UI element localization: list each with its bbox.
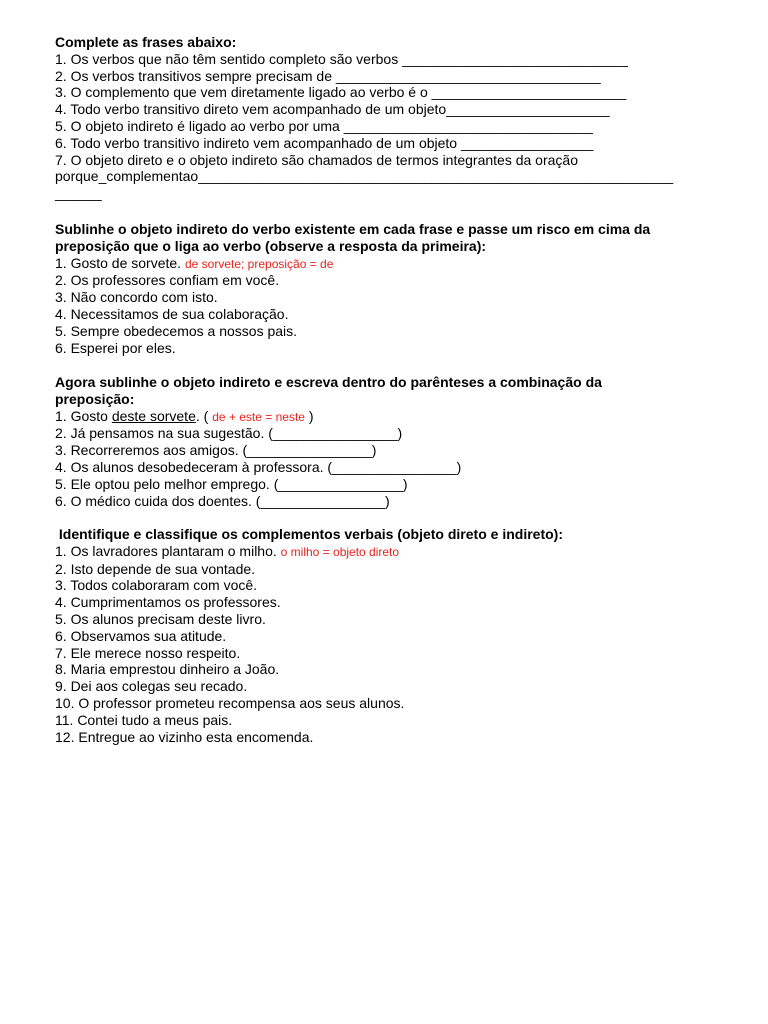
section-preposition-combination	[55, 374, 735, 509]
list-item	[55, 255, 735, 273]
list-item: 3. Todos colaboraram com você.	[55, 577, 258, 594]
list-item: 4. Os alunos desobedeceram à professora. (________________)	[55, 458, 462, 475]
example-answer: de + este = neste	[212, 409, 305, 424]
list-item	[55, 543, 735, 561]
list-item: 4. Cumprimentamos os professores.	[55, 594, 281, 611]
list-item: 2. Já pensamos na sua sugestão. (________________)	[55, 425, 403, 442]
section-title: Sublinhe o objeto indireto do verbo existente em cada frase e passe um risco em cima da preposição que o liga ao verbo (observe a resposta da primeira):	[55, 221, 651, 254]
section-classify-complements	[55, 526, 735, 745]
list-item: 1. Os verbos que não têm sentido completo são verbos _____________________________	[55, 50, 628, 67]
list-item: 5. Sempre obedecemos a nossos pais.	[55, 322, 298, 339]
section-title: Complete as frases abaixo:	[55, 34, 237, 50]
section-indirect-object	[55, 221, 735, 356]
example-answer: de sorvete; preposição = de	[184, 256, 334, 271]
list-item-continuation: ______	[55, 185, 102, 202]
list-item	[55, 408, 735, 426]
list-item: 6. Esperei por eles.	[55, 339, 176, 356]
list-item: 5. Os alunos precisam deste livro.	[55, 610, 266, 627]
list-item: 2. Isto depende de sua vontade.	[55, 560, 256, 577]
list-item: 10. O professor prometeu recompensa aos seus alunos.	[55, 694, 405, 711]
section-title: Agora sublinhe o objeto indireto e escreva dentro do parênteses a combinação da preposição:	[55, 374, 602, 407]
list-item: 5. O objeto indireto é ligado ao verbo por uma ________________________________	[55, 117, 593, 134]
list-item: 5. Ele optou pelo melhor emprego. (________________)	[55, 475, 408, 492]
list-item: 9. Dei aos colegas seu recado.	[55, 678, 248, 695]
item-text: )	[304, 407, 314, 424]
list-item: 3. Recorreremos aos amigos. (________________)	[55, 442, 377, 459]
list-item: 3. Não concordo com isto.	[55, 289, 218, 306]
list-item: 6. Observamos sua atitude.	[55, 627, 227, 644]
list-item: 6. Todo verbo transitivo indireto vem acompanhado de um objeto _________________	[55, 134, 594, 151]
list-item: 11. Contei tudo a meus pais.	[55, 711, 233, 728]
list-item: 12. Entregue ao vizinho esta encomenda.	[55, 728, 314, 745]
list-item: 2. Os verbos transitivos sempre precisam de __________________________________	[55, 67, 601, 84]
list-item-continuation: porque_complementao_____________________________________________________________	[55, 168, 674, 185]
section-complete-sentences	[55, 34, 735, 202]
list-item: 6. O médico cuida dos doentes. (________________)	[55, 492, 390, 509]
list-item: 8. Maria emprestou dinheiro a João.	[55, 661, 280, 678]
item-text: 1. Os lavradores plantaram o milho.	[55, 542, 277, 559]
item-text: 1. Gosto de sorvete.	[55, 254, 182, 271]
list-item: 4. Todo verbo transitivo direto vem acompanhado de um objeto_____________________	[55, 101, 610, 118]
list-item: 3. O complemento que vem diretamente ligado ao verbo é o _________________________	[55, 84, 627, 101]
example-answer: o milho = objeto direto	[280, 544, 400, 559]
section-title: Identifique e classifique os complementos verbais (objeto direto e indireto):	[55, 526, 563, 542]
item-text: 1. Gosto	[55, 407, 112, 424]
list-item: 2. Os professores confiam em você.	[55, 272, 280, 289]
list-item: 7. Ele merece nosso respeito.	[55, 644, 241, 661]
list-item: 4. Necessitamos de sua colaboração.	[55, 305, 289, 322]
underlined-object: deste sorvete	[111, 407, 196, 424]
list-item: 7. O objeto direto e o objeto indireto são chamados de termos integrantes da oração	[55, 151, 578, 168]
item-text: . (	[195, 407, 213, 424]
